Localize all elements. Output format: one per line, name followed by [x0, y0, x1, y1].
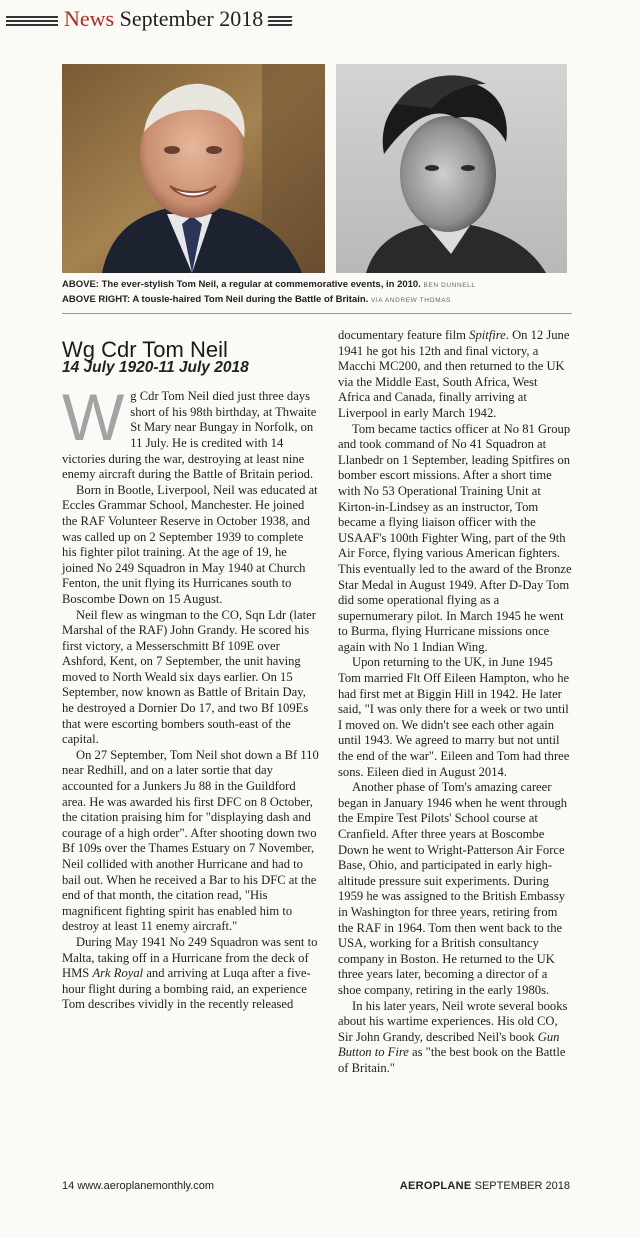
- caption-above-right: [62, 293, 572, 308]
- article-column-right: [338, 328, 572, 1077]
- ship-name: Ark Royal: [92, 966, 144, 981]
- caption-above-prefix: ABOVE:: [62, 279, 99, 290]
- paragraph-malta-text: During May 1941 No 249 Squadron was sent to Malta, taking off in a Hurricane from the deck of HMS: [62, 934, 318, 981]
- paragraph-continued-text: documentary feature film: [338, 328, 470, 342]
- caption-above-right-text: A tousle-haired Tom Neil during the Battle of Britain.: [130, 294, 369, 305]
- paragraph: On 27 September, Tom Neil shot down a Bf 110 near Redhill, and on a later sortie that day accounted for a Junkers Ju 88 in the Guildford area. He was awarded his first DFC on 8 October, the citation praising him for "displaying dash and courage of a high order". After shooting down two Bf 109s over the Thames Estuary on 7 November, Neil collided with another Hurricane and had to bail out. When he received a Bar to his DFC at the end of that month, the citation read, "His magnificent fighting spirit has enabled him to destroy at least 11 enemy aircraft.": [62, 747, 319, 934]
- caption-above-credit: BEN DUNNELL: [423, 282, 476, 289]
- issue-date: SEPTEMBER 2018: [474, 1180, 570, 1192]
- section-date: September 2018: [119, 6, 264, 31]
- caption-above-right-credit: VIA ANDREW THOMAS: [370, 297, 452, 304]
- caption-above-text: The ever-stylish Tom Neil, a regular at commemorative events, in 2010.: [98, 279, 421, 290]
- article-column-left: [62, 337, 320, 1013]
- paragraph-malta-text: and arriving at Luqa after a five-hour flight during a bombing raid, an experience Tom describes vividly in the recently released: [62, 966, 311, 1012]
- header-rule-left: [6, 16, 58, 28]
- book-title: Gun Button to Fire: [338, 1029, 560, 1060]
- drop-cap: W: [62, 380, 125, 455]
- film-title: Spitfire: [469, 328, 506, 342]
- footer-right: [400, 1180, 570, 1192]
- photo-tom-neil-battle-of-britain: [336, 64, 567, 273]
- footer-left: [62, 1180, 214, 1192]
- paragraph: Another phase of Tom's amazing career began in January 1946 when he went through the Empire Test Pilots' School course at Cranfield. After three years at Boscombe Down he went to Wright-Patterson Air Force Base, Ohio, and participated in early high-altitude pressure suit experiments. During 1959 he was assigned to the British Embassy in Washington for three years, retiring from the RAF in 1964. Tom then went back to the USA, working for a British consultancy company in Boston. He returned to the UK three years later, becoming a director of a shoe company, retiring in the early 1980s.: [338, 780, 568, 997]
- paragraph: Born in Bootle, Liverpool, Neil was educated at Eccles Grammar School, Manchester. He joined the RAF Volunteer Reserve in October 1938, and was called up on 2 September 1939 to complete his fighter pilot training. At the age of 19, he joined No 249 Squadron in May 1940 at Church Fenton, the unit flying its Hurricanes south to Boscombe Down on 15 August.: [62, 482, 318, 606]
- caption-divider: [62, 313, 572, 314]
- paragraph: Neil flew as wingman to the CO, Sqn Ldr (later Marshal of the RAF) John Grandy. He scored his first victory, a Messerschmitt Bf 109E over Ashford, Kent, on 7 September, the unit having moved to North Weald six days earlier. On 15 September, now known as Battle of Britain Day, he destroyed a Dornier Do 17, and two Bf 109Es that were escorting bombers south-east of the capital.: [62, 607, 316, 747]
- photo-captions: [62, 278, 572, 308]
- paragraph-continued-text: . On 12 June 1941 he got his 12th and final victory, a Macchi MC200, and then returned to the UK via the Middle East, South Africa, West Africa and Canada, finally arriving at Liverpool in early March 1942.: [338, 328, 570, 420]
- paragraph-intro-text: g Cdr Tom Neil died just three days short of his 98th birthday, at Thwaite St Mary near Bungay in Norfolk, on 11 July. He is credited with 14 victories during the war, destroying at least nine enemy aircraft during the Battle of Britain period.: [62, 389, 317, 482]
- caption-above-right-prefix: ABOVE RIGHT:: [62, 294, 131, 305]
- paragraph-continued: [338, 328, 572, 422]
- section-name: News: [64, 6, 115, 31]
- paragraph: Tom became tactics officer at No 81 Group and took command of No 41 Squadron at Llanbedr on 1 September, leading Spitfires on bomber escort missions. After a short time with No 53 Operational Training Unit at Kirton-in-Lindsey as an instructor, Tom became a flying liaison officer with the USAAF's 100th Fighter Wing, part of the 9th Air Force, flying various American fighters. This eventually led to the award of the Bronze Star Medal in August 1949. After D-Day Tom did some operational flying as a supernumerary pilot. In March 1945 he went to Burma, flying Hurricane missions once again with No 1 Indian Wing.: [338, 421, 572, 654]
- paragraph-books: [338, 999, 572, 1077]
- obituary-dates: 14 July 1920-11 July 2018: [62, 358, 249, 376]
- paragraph-intro: [62, 380, 320, 483]
- section-title: [64, 6, 263, 32]
- paragraph-books-text: as "the best book on the Battle of Britain.": [338, 1045, 566, 1075]
- paragraph: Upon returning to the UK, in June 1945 Tom married Flt Off Eileen Hampton, who he had first met at Biggin Hill in 1942. He later said, "I was only there for a week or two until I moved on. We didn't see each other again until 1943. We agreed to marry but not until the end of the war". Eileen and Tom had three sons. Eileen died in August 2014.: [338, 655, 570, 779]
- paragraph-malta: [62, 935, 320, 1013]
- paragraph-books-text: In his later years, Neil wrote several books about his wartime experiences. His old CO, Sir John Grandy, described Neil's book: [338, 998, 568, 1044]
- website-link[interactable]: www.aeroplanemonthly.com: [77, 1180, 215, 1192]
- obituary-name: Wg Cdr Tom Neil: [62, 337, 228, 362]
- photo-tom-neil-2010: [62, 64, 325, 273]
- header-rule-right: [268, 16, 292, 28]
- caption-above: [62, 278, 572, 293]
- page-number: 14: [62, 1180, 75, 1192]
- magazine-name: AEROPLANE: [399, 1180, 472, 1192]
- page-header: [0, 6, 640, 36]
